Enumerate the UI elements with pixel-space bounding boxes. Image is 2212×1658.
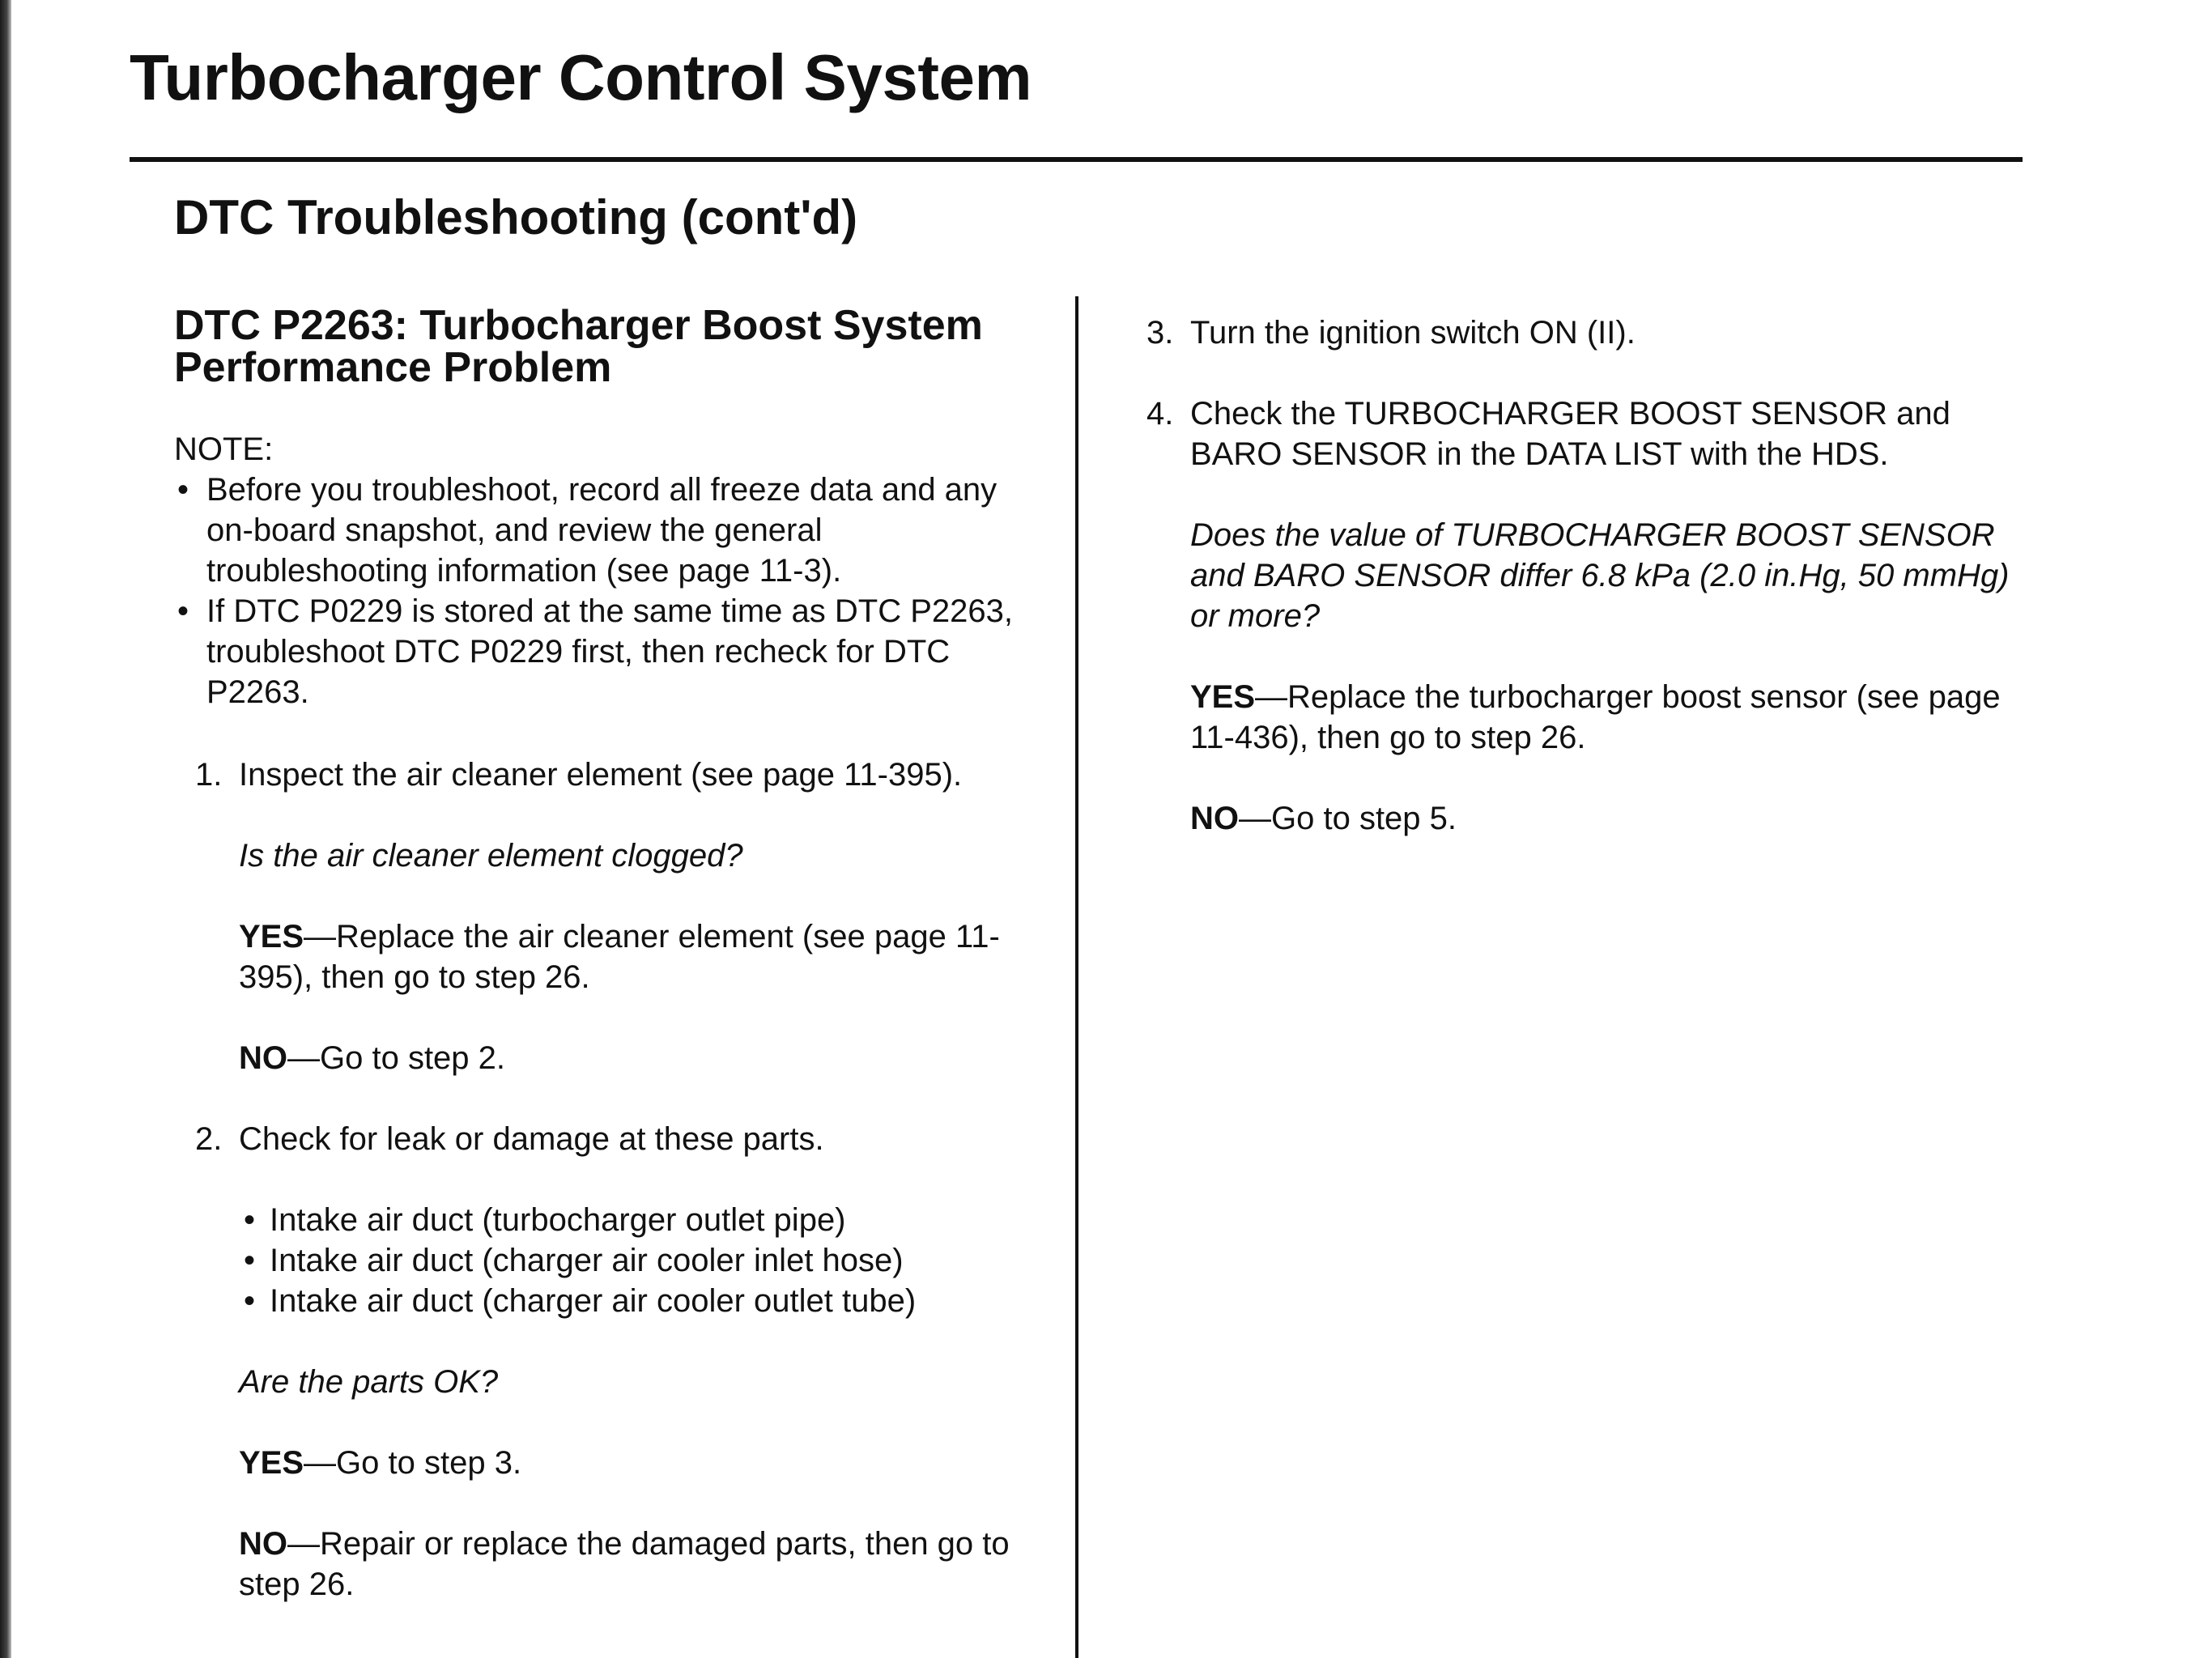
step-3 xyxy=(1146,312,2021,353)
no-text: —Go to step 2. xyxy=(287,1040,506,1076)
step-number: 2. xyxy=(195,1121,223,1157)
column-divider xyxy=(1075,296,1078,1658)
no-label: NO xyxy=(239,1040,287,1076)
scan-edge-shadow xyxy=(0,0,11,1658)
step-number: 3. xyxy=(1146,315,1174,351)
note-item: • Before you troubleshoot, record all freeze data and any on-board snapshot, and review the general troubleshooting information (see page 11-3). xyxy=(174,470,1049,591)
dtc-code: DTC P2263: xyxy=(174,302,408,349)
yes-label: YES xyxy=(239,919,304,954)
left-column xyxy=(174,304,1049,1645)
step-text: Check for leak or damage at these parts. xyxy=(239,1121,824,1157)
dtc-description: Turbocharger Boost System Performance Problem xyxy=(174,302,983,391)
yes-label: YES xyxy=(1190,679,1256,715)
step-2-question: Are the parts OK? xyxy=(239,1364,499,1400)
parts-list xyxy=(239,1200,1049,1321)
step-4 xyxy=(1146,393,2021,474)
dtc-heading xyxy=(174,304,1049,389)
step-4-no xyxy=(1190,798,2021,839)
step-1-question: Is the air cleaner element clogged? xyxy=(239,838,743,874)
no-text: —Repair or replace the damaged parts, then go to step 26. xyxy=(239,1526,1010,1602)
part-item: • Intake air duct (turbocharger outlet pipe) xyxy=(239,1200,1049,1240)
step-text: Inspect the air cleaner element (see page 11-395). xyxy=(239,757,963,793)
no-text: —Go to step 5. xyxy=(1239,801,1457,836)
yes-text: —Replace the turbocharger boost sensor (see page 11-436), then go to step 26. xyxy=(1190,679,2001,755)
step-1-no xyxy=(239,1038,1049,1078)
page-title: Turbocharger Control System xyxy=(130,41,1032,113)
no-label: NO xyxy=(1190,801,1239,836)
step-number: 4. xyxy=(1146,396,1174,432)
part-item: • Intake air duct (charger air cooler outlet tube) xyxy=(239,1281,1049,1321)
yes-text: —Replace the air cleaner element (see page 11-395), then go to step 26. xyxy=(239,919,1000,995)
yes-text: —Go to step 3. xyxy=(304,1445,522,1481)
right-column xyxy=(1146,312,2021,879)
no-label: NO xyxy=(239,1526,287,1562)
section-heading: DTC Troubleshooting (cont'd) xyxy=(174,190,858,244)
step-1 xyxy=(174,755,1049,795)
part-item: • Intake air duct (charger air cooler inlet hose) xyxy=(239,1240,1049,1281)
note-item: • If DTC P0229 is stored at the same time as DTC P2263, troubleshoot DTC P0229 first, then recheck for DTC P2263. xyxy=(174,591,1049,712)
step-1-yes xyxy=(239,916,1049,997)
step-4-question: Does the value of TURBOCHARGER BOOST SENSOR and BARO SENSOR differ 6.8 kPa (2.0 in.Hg, 50 mmHg) or more? xyxy=(1190,517,2010,634)
step-number: 1. xyxy=(195,757,223,793)
step-2-yes xyxy=(239,1443,1049,1483)
step-2-no xyxy=(239,1524,1049,1605)
step-text: Check the TURBOCHARGER BOOST SENSOR and BARO SENSOR in the DATA LIST with the HDS. xyxy=(1190,396,1950,472)
title-rule xyxy=(130,157,2023,162)
step-2 xyxy=(174,1119,1049,1159)
note-list xyxy=(174,470,1049,712)
note-label: NOTE: xyxy=(174,432,274,467)
step-4-yes xyxy=(1190,677,2021,758)
step-text: Turn the ignition switch ON (II). xyxy=(1190,315,1636,351)
yes-label: YES xyxy=(239,1445,304,1481)
